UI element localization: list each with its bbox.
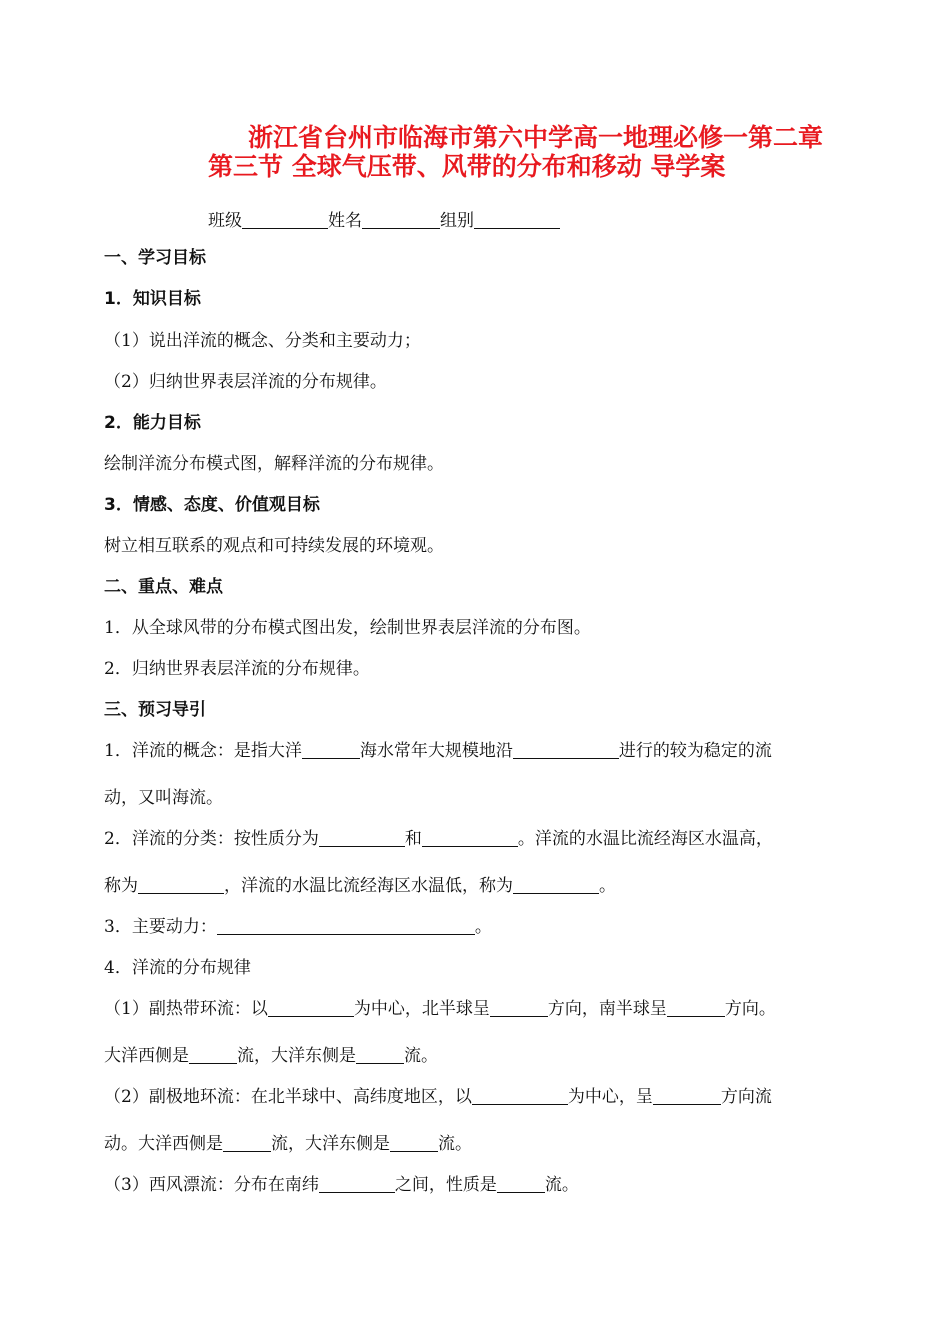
fill-blank[interactable] bbox=[490, 998, 548, 1017]
subpolar-gyre-line-1: （2）副极地环流：在北半球中、高纬度地区，以 为中心，呈 方向流 bbox=[104, 1087, 772, 1107]
question-1-line-1: 1．洋流的概念：是指大洋 海水常年大规模地沿 进行的较为稳定的流 bbox=[104, 741, 772, 761]
fill-blank[interactable] bbox=[302, 740, 360, 759]
fill-blank[interactable] bbox=[189, 1045, 237, 1064]
name-field[interactable] bbox=[362, 210, 440, 229]
knowledge-goal-2: （2）归纳世界表层洋流的分布规律。 bbox=[104, 372, 387, 392]
keypoint-1: 1．从全球风带的分布模式图出发，绘制世界表层洋流的分布图。 bbox=[104, 618, 591, 638]
fill-blank[interactable] bbox=[319, 828, 405, 847]
title-line-2: 第三节 全球气压带、风带的分布和移动 导学案 bbox=[208, 152, 726, 181]
section-heading-keypoints: 二、重点、难点 bbox=[104, 577, 223, 597]
fill-blank[interactable] bbox=[319, 1174, 395, 1193]
fill-blank[interactable] bbox=[268, 998, 354, 1017]
question-1-line-2: 动，又叫海流。 bbox=[104, 788, 223, 808]
subheading-values: 3．情感、态度、价值观目标 bbox=[104, 495, 320, 515]
fill-blank[interactable] bbox=[422, 828, 518, 847]
west-wind-drift: （3）西风漂流：分布在南纬 之间，性质是 流。 bbox=[104, 1175, 579, 1195]
question-2-line-1: 2．洋流的分类：按性质分为 和 。洋流的水温比流经海区水温高， bbox=[104, 829, 773, 849]
subpolar-gyre-line-2: 动。大洋西侧是 流，大洋东侧是 流。 bbox=[104, 1134, 472, 1154]
question-3: 3．主要动力： 。 bbox=[104, 917, 492, 937]
subheading-ability: 2．能力目标 bbox=[104, 413, 201, 433]
fill-blank[interactable] bbox=[390, 1133, 438, 1152]
knowledge-goal-1: （1）说出洋流的概念、分类和主要动力； bbox=[104, 331, 421, 351]
question-4: 4．洋流的分布规律 bbox=[104, 958, 251, 978]
fill-blank[interactable] bbox=[223, 1133, 271, 1152]
section-heading-goals: 一、学习目标 bbox=[104, 248, 206, 268]
subtropical-gyre-line-1: （1）副热带环流：以 为中心，北半球呈 方向，南半球呈 方向。 bbox=[104, 999, 776, 1019]
values-goal: 树立相互联系的观点和可持续发展的环境观。 bbox=[104, 536, 444, 556]
subheading-knowledge: 1．知识目标 bbox=[104, 289, 201, 309]
student-info-row bbox=[208, 206, 560, 231]
ability-goal: 绘制洋流分布模式图，解释洋流的分布规律。 bbox=[104, 454, 444, 474]
title-line-1: 浙江省台州市临海市第六中学高一地理必修一第二章 bbox=[248, 123, 824, 152]
group-label: 组别 bbox=[440, 211, 474, 231]
section-heading-preview: 三、预习导引 bbox=[104, 700, 206, 720]
fill-blank[interactable] bbox=[138, 875, 224, 894]
class-field[interactable] bbox=[242, 210, 328, 229]
subtropical-gyre-line-2: 大洋西侧是 流，大洋东侧是 流。 bbox=[104, 1046, 438, 1066]
fill-blank[interactable] bbox=[217, 916, 475, 935]
fill-blank[interactable] bbox=[667, 998, 725, 1017]
fill-blank[interactable] bbox=[356, 1045, 404, 1064]
fill-blank[interactable] bbox=[513, 875, 599, 894]
keypoint-2: 2．归纳世界表层洋流的分布规律。 bbox=[104, 659, 370, 679]
name-label: 姓名 bbox=[328, 211, 362, 231]
fill-blank[interactable] bbox=[472, 1086, 568, 1105]
fill-blank[interactable] bbox=[653, 1086, 721, 1105]
group-field[interactable] bbox=[474, 210, 560, 229]
class-label: 班级 bbox=[208, 211, 242, 231]
fill-blank[interactable] bbox=[513, 740, 619, 759]
fill-blank[interactable] bbox=[497, 1174, 545, 1193]
question-2-line-2: 称为 ，洋流的水温比流经海区水温低，称为 。 bbox=[104, 876, 616, 896]
